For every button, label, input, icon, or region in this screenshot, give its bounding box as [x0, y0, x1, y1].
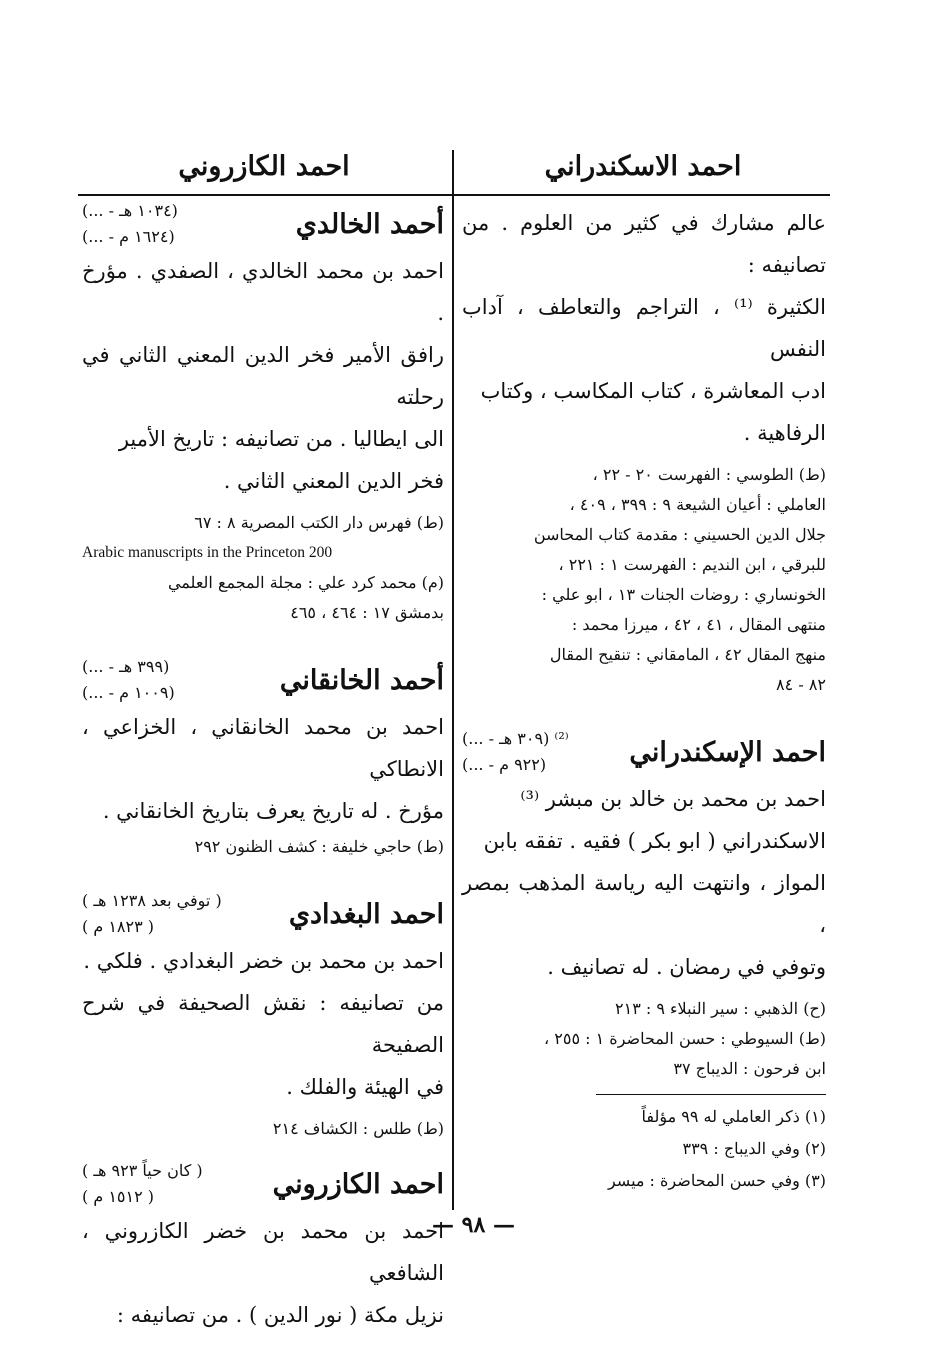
entry-dates: [82, 654, 175, 706]
date-gregorian: (... - ٩٢٢ م): [462, 755, 547, 774]
entry-body-line: من تصانيفه : نقش الصحيفة في شرح الصفيحة: [82, 991, 444, 1057]
entry-body-line: المواز ، وانتهت اليه رياسة المذهب بمصر ،: [462, 871, 826, 937]
entry-dates: [462, 726, 569, 778]
entry-body-line: احمد بن محمد بن خضر البغدادي . فلكي .: [83, 949, 444, 973]
date-hijri: (... - ١٠٣٤ هـ): [82, 201, 178, 220]
date-hijri: ( توفي بعد ١٢٣٨ هـ ): [82, 891, 222, 910]
column-divider: [452, 150, 454, 1210]
entry-name: أحمد الخالدي: [295, 208, 444, 240]
date-hijri: (... - ٣٩٩ هـ): [82, 657, 170, 676]
entry-body-line: الاسكندراني ( ابو بكر ) فقيه . تفقه بابن: [483, 829, 826, 853]
continued-paragraph-line: الرفاهية .: [743, 421, 826, 445]
entry-dates: [82, 198, 178, 250]
entry-body-line: وتوفي في رمضان . له تصانيف .: [547, 955, 826, 979]
reference-line: (ح) الذهبي : سير النبلاء ٩ : ٢١٣: [615, 999, 826, 1018]
running-header-right: احمد الاسكندراني: [544, 151, 742, 182]
date-hijri: (... - ٣٠٩ هـ) ⁽²⁾: [462, 729, 569, 748]
reference-line: (ط) فهرس دار الكتب المصرية ٨ : ٦٧: [194, 513, 444, 532]
entry-heading-kazaruni: [82, 1158, 444, 1210]
entry-heading-iskandarani: [462, 726, 826, 778]
right-column: [462, 198, 826, 1197]
entry-body-line: احمد بن محمد بن خضر الكازروني ، الشافعي: [82, 1219, 444, 1285]
entry-body-line: احمد بن محمد الخانقاني ، الخزاعي ، الانطاكي: [82, 715, 444, 781]
entry-heading-khalidi: [82, 198, 444, 250]
reference-line: (ط) السيوطي : حسن المحاضرة ١ : ٢٥٥ ،: [544, 1029, 826, 1048]
date-hijri: ( كان حياً ٩٢٣ هـ ): [82, 1161, 203, 1180]
reference-line: (ط) طلس : الكشاف ٢١٤: [272, 1119, 444, 1138]
footnote-rule: [596, 1094, 826, 1095]
reference-line: (ط) الطوسي : الفهرست ٢٠ - ٢٢ ،: [592, 465, 826, 484]
reference-line: جلال الدين الحسيني : مقدمة كتاب المحاسن: [533, 525, 826, 544]
entry-heading-khaniqani: [82, 654, 444, 706]
footnote: (٢) وفي الديباج : ٣٣٩: [682, 1139, 826, 1158]
continued-paragraph-line: ادب المعاشرة ، كتاب المكاسب ، وكتاب: [480, 379, 826, 403]
reference-line: (م) محمد كرد علي : مجلة المجمع العلمي: [167, 573, 444, 592]
entry-body-line: الى ايطاليا . من تصانيفه : تاريخ الأمير: [118, 427, 444, 451]
reference-line: ابن فرحون : الديباج ٣٧: [673, 1059, 826, 1078]
entry-body-line: رافق الأمير فخر الدين المعني الثاني في رحلته: [82, 343, 444, 409]
reference-line: العاملي : أعيان الشيعة ٩ : ٣٩٩ ، ٤٠٩ ،: [569, 495, 826, 514]
reference-line: منهج المقال ٤٢ ، المامقاني : تنقيح المقال: [549, 645, 826, 664]
date-gregorian: ( ١٨٢٣ م ): [82, 917, 155, 936]
entry-name: احمد الإسكندراني: [629, 736, 826, 768]
date-gregorian: (... - ١٦٢٤ م): [82, 227, 175, 246]
footnote: (٣) وفي حسن المحاضرة : ميسر: [607, 1171, 826, 1190]
reference-line: (ط) حاجي خليفة : كشف الظنون ٢٩٢: [194, 837, 444, 856]
reference-line: منتهى المقال ، ٤١ ، ٤٢ ، ميرزا محمد :: [571, 615, 826, 634]
entry-dates: [82, 888, 222, 940]
entry-body-line: في الهيئة والفلك .: [286, 1075, 444, 1099]
date-gregorian: ( ١٥١٢ م ): [82, 1187, 155, 1206]
left-column: [82, 198, 444, 1336]
entry-body-line: احمد بن محمد بن خالد بن مبشر ⁽³⁾: [520, 787, 826, 811]
entry-name: أحمد الخانقاني: [279, 664, 444, 696]
reference-line: للبرقي ، ابن النديم : الفهرست ١ : ٢٢١ ،: [558, 555, 826, 574]
header-rule: [78, 194, 830, 196]
page-number: — ٩٨ —: [432, 1212, 515, 1238]
running-header-left: احمد الكازروني: [178, 151, 350, 182]
reference-line: الخونساري : روضات الجنات ١٣ ، ابو علي :: [541, 585, 826, 604]
entry-body-line: نزيل مكة ( نور الدين ) . من تصانيفه :: [116, 1303, 444, 1327]
entry-name: احمد البغدادي: [288, 898, 444, 930]
continued-paragraph-line: عالم مشارك في كثير من العلوم . من تصانيفه :: [462, 211, 826, 277]
entry-body-line: فخر الدين المعني الثاني .: [223, 469, 444, 493]
reference-line-latin: Arabic manuscripts in the Princeton 200: [82, 544, 333, 561]
entry-body-line: مؤرخ . له تاريخ يعرف بتاريخ الخانقاني .: [102, 799, 444, 823]
entry-body-line: احمد بن محمد الخالدي ، الصفدي . مؤرخ .: [82, 259, 444, 325]
entry-dates: [82, 1158, 203, 1210]
footnote: (١) ذكر العاملي له ٩٩ مؤلفاً: [641, 1107, 826, 1126]
continued-paragraph-line: الكثيرة ⁽¹⁾ ، التراجم والتعاطف ، آداب النفس: [462, 295, 826, 361]
reference-line: بدمشق ١٧ : ٤٦٤ ، ٤٦٥: [290, 603, 444, 622]
reference-line: ٨٢ - ٨٤: [776, 675, 826, 694]
date-gregorian: (... - ١٠٠٩ م): [82, 683, 175, 702]
entry-name: احمد الكازروني: [272, 1168, 444, 1200]
entry-heading-baghdadi: [82, 888, 444, 940]
